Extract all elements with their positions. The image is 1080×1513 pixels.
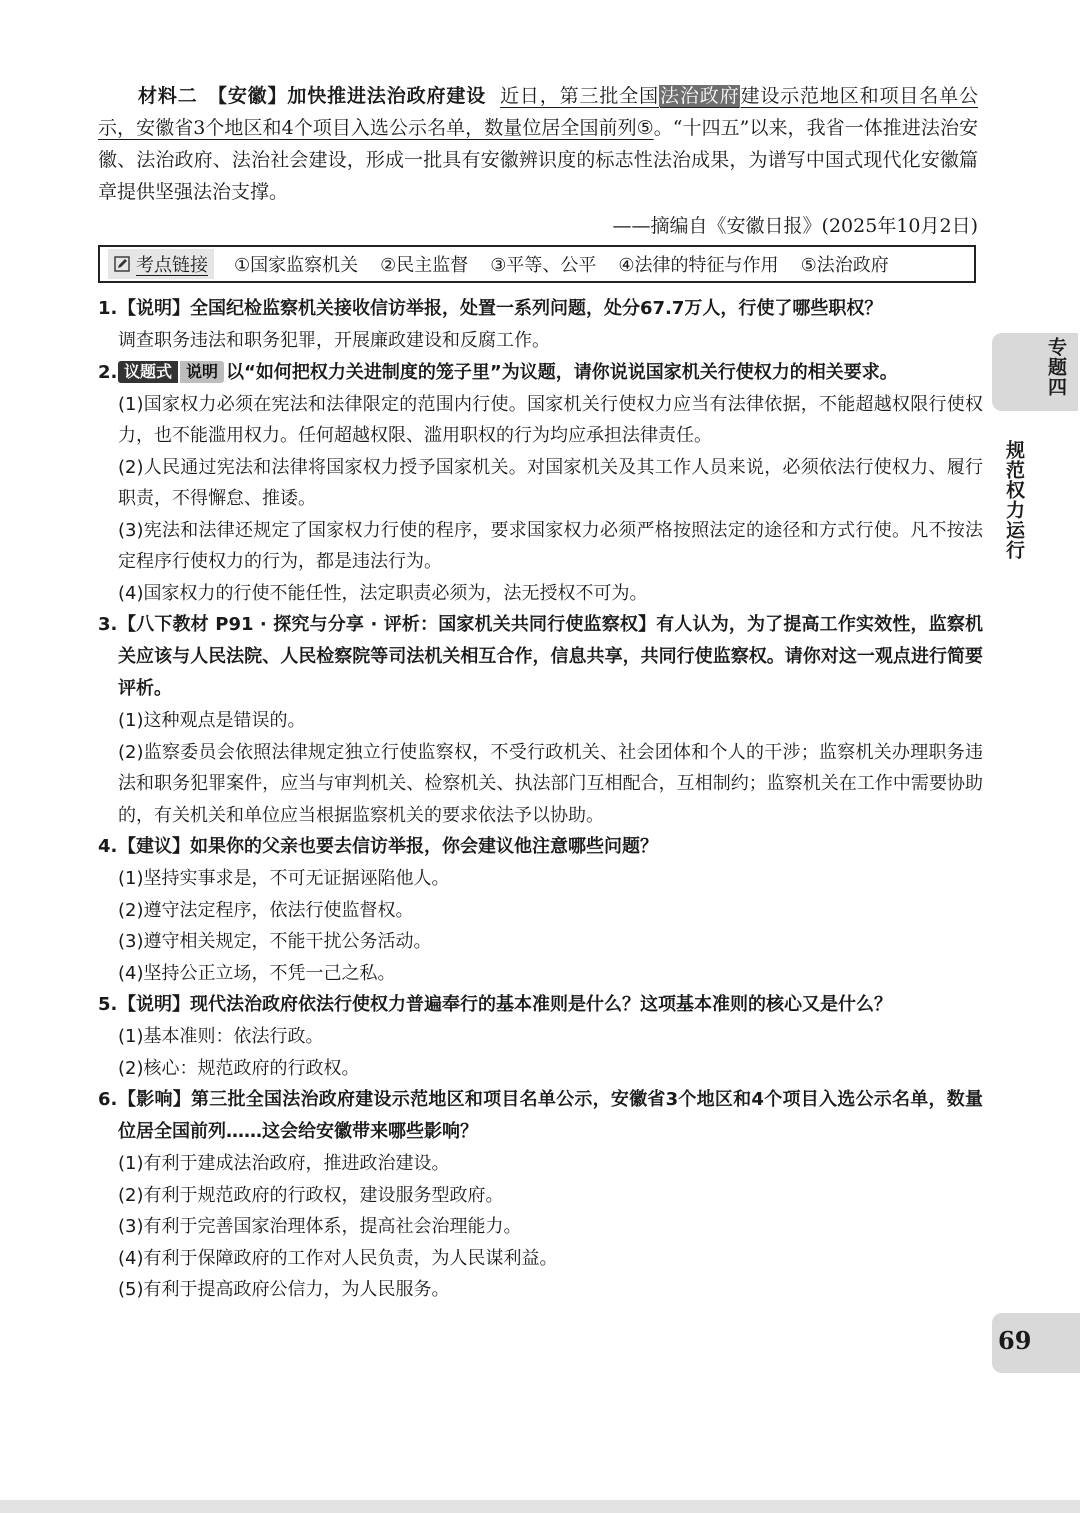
link-item: ①国家监察机关	[234, 255, 359, 276]
question-1	[98, 293, 983, 325]
question-text: 【建议】如果你的父亲也要去信访举报，你会建议他注意哪些问题？	[118, 836, 658, 857]
link-item: ②民主监督	[380, 255, 469, 276]
chapter-title: 规范权力运行	[1003, 440, 1025, 560]
circled-ref: ⑤	[636, 117, 654, 139]
answer-line: 调查职务违法和职务犯罪，开展廉政建设和反腐工作。	[118, 330, 550, 351]
answer-line: (3)遵守相关规定，不能干扰公务活动。	[118, 931, 432, 952]
answer-line: (1)有利于建成法治政府，推进政治建设。	[118, 1153, 450, 1174]
question-2	[98, 357, 983, 389]
answer-line: (2)有利于规范政府的行政权，建设服务型政府。	[118, 1184, 504, 1206]
answer-line: (3)宪法和法律还规定了国家权力行使的程序，要求国家权力必须严格按照法定的途径和方式行使。凡不按法定程序行使权力的行为，都是违法行为。	[118, 519, 983, 572]
question-text: 以“如何把权力关进制度的笼子里”为议题，请你说说国家机关行使权力的相关要求。	[226, 361, 898, 383]
topic-chip: 议题式	[118, 361, 178, 383]
question-text: 【说明】现代法治政府依法行使权力普遍奉行的基本准则是什么？这项基本准则的核心又是什么？	[118, 994, 892, 1015]
chapter-tab	[992, 333, 1078, 411]
answer-line: (1)这种观点是错误的。	[118, 710, 306, 731]
question-4	[98, 831, 983, 863]
question-3	[98, 609, 983, 705]
material-title: 材料二 【安徽】加快推进法治政府建设	[138, 85, 487, 107]
material-text-3: 。“十四五”以来，我省一体推进法治安徽、法治政府、法治社会建设，形成一批具有安徽辨识度的标志性法治成果，为谱写中国式现代化安徽篇章提供坚强法治支撑。	[98, 117, 978, 203]
link-item: ④法律的特征与作用	[618, 255, 779, 276]
material-source: ——摘编自《安徽日报》(2025年10月2日)	[612, 215, 978, 237]
question-6	[98, 1084, 983, 1148]
answer-line: (3)有利于完善国家治理体系，提高社会治理能力。	[118, 1216, 522, 1237]
answer-line: (1)基本准则：依法行政。	[118, 1026, 324, 1047]
answer-line: (4)坚持公正立场，不凭一己之私。	[118, 962, 396, 984]
material-paragraph	[98, 80, 978, 208]
chapter-tab-label: 专题四	[1045, 337, 1067, 397]
link-item: ③平等、公平	[490, 255, 597, 276]
material-section	[98, 80, 978, 242]
question-number: 6.	[98, 1089, 118, 1110]
answer-line: (4)有利于保障政府的工作对人民负责，为人民谋利益。	[118, 1247, 558, 1269]
material-text-2: 建设示范地区和项目名单公示，安徽省3个地区和4个项目入选公示名单，数量位居全国前列	[98, 85, 978, 139]
page-number: 69	[998, 1326, 1032, 1355]
question-number: 3.	[98, 614, 118, 635]
answer-line: (1)坚持实事求是，不可无证据诬陷他人。	[118, 868, 450, 889]
answer-line: (2)监察委员会依照法律规定独立行使监察权，不受行政机关、社会团体和个人的干涉；监察机关办理职务违法和职务犯罪案件，应当与审判机关、检察机关、执法部门互相配合，互相制约；监察机关在工作中需要协助的，有关机关和单位应当根据监察机关的要求依法予以协助。	[118, 741, 983, 826]
question-list	[98, 293, 983, 1306]
material-text-1: 近日，第三批全国	[500, 85, 659, 107]
answer-line: (1)国家权力必须在宪法和法律限定的范围内行使。国家机关行使权力应当有法律依据，不能超越权限行使权力，也不能滥用权力。任何超越权限、滥用职权的行为均应承担法律责任。	[118, 393, 983, 446]
answer-line: (4)国家权力的行使不能任性，法定职责必须为，法无授权不可为。	[118, 582, 648, 604]
exam-links-label: 考点链接	[136, 255, 208, 276]
type-chip: 说明	[180, 361, 224, 383]
answer-line: (2)遵守法定程序，依法行使监督权。	[118, 899, 414, 921]
pencil-icon	[114, 256, 130, 272]
exam-links-tag	[108, 249, 214, 279]
question-text: 【影响】第三批全国法治政府建设示范地区和项目名单公示，安徽省3个地区和4个项目入选公示名单，数量位居全国前列……这会给安徽带来哪些影响？	[118, 1089, 983, 1142]
question-number: 5.	[98, 994, 118, 1015]
link-item: ⑤法治政府	[800, 255, 889, 276]
answer-line: (2)核心：规范政府的行政权。	[118, 1057, 360, 1079]
answer-line: (5)有利于提高政府公信力，为人民服务。	[118, 1279, 450, 1300]
answer-line: (2)人民通过宪法和法律将国家权力授予国家机关。对国家机关及其工作人员来说，必须依法行使权力、履行职责，不得懈怠、推诿。	[118, 456, 983, 509]
question-number: 2.	[98, 361, 118, 383]
highlighted-term: 法治政府	[659, 85, 740, 107]
question-number: 4.	[98, 836, 118, 857]
question-text: 【八下教材 P91 · 探究与分享 · 评析：国家机关共同行使监察权】有人认为，为了提高工作实效性，监察机关应该与人民法院、人民检察院等司法机关相互合作，信息共享，共同行使监察权。请你对这一观点进行简要评析。	[118, 614, 983, 699]
question-number: 1.	[98, 298, 118, 319]
bottom-strip	[0, 1500, 1080, 1513]
question-5	[98, 989, 983, 1021]
page-number-tab	[992, 1313, 1080, 1373]
exam-links-box	[98, 245, 976, 283]
question-text: 【说明】全国纪检监察机关接收信访举报，处置一系列问题，处分67.7万人，行使了哪些职权？	[118, 298, 883, 319]
